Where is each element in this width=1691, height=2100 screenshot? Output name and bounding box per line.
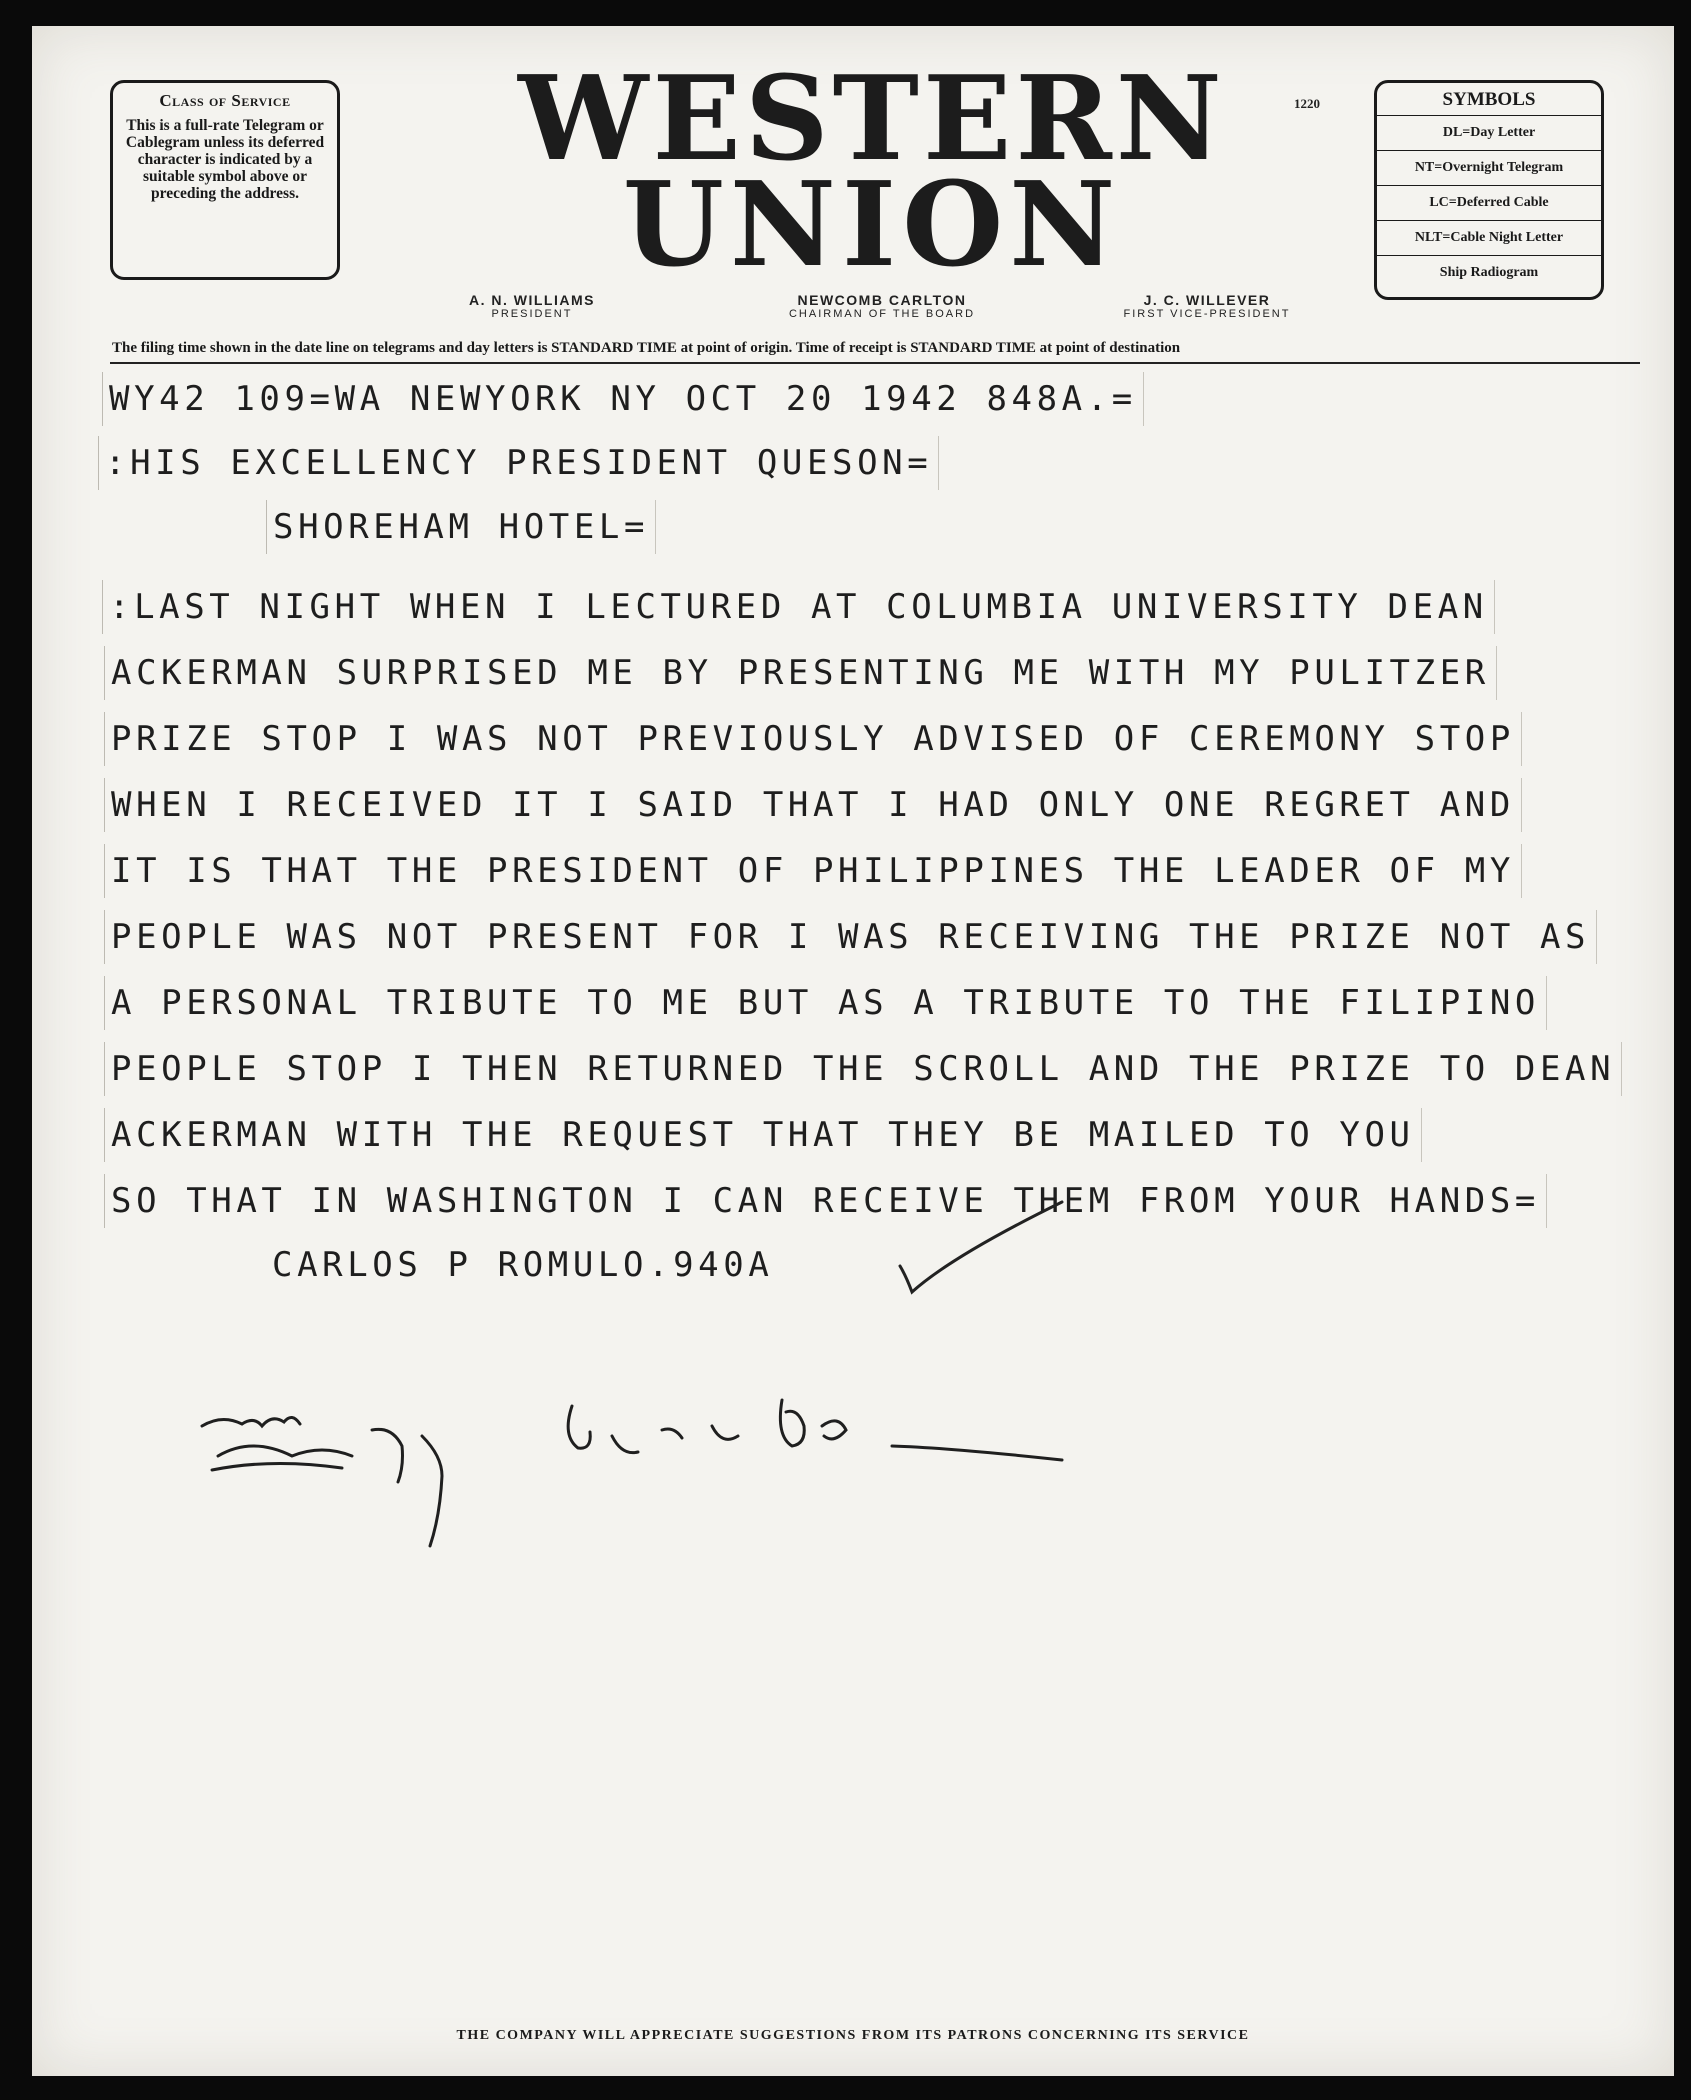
officer-role: CHAIRMAN OF THE BOARD [788,308,976,320]
officer-name: A. N. WILLIAMS [469,292,595,308]
form-number: 1220 [1294,96,1320,111]
message-line: ACKERMAN SURPRISED ME BY PRESENTING ME WITH MY PULITZER [104,646,1497,700]
officer-vice-president [1082,292,1332,320]
officer-chairman [732,292,1032,320]
symbol-day-letter: DL=Day Letter [1377,115,1601,150]
address-strip: SHOREHAM HOTEL= [266,500,656,554]
symbol-overnight-telegram: NT=Overnight Telegram [1377,150,1601,185]
handwritten-signature-icon [192,1386,1092,1566]
filing-time-note: The filing time shown in the date line on telegrams and day letters is STANDARD TIME at point of origin. Time of receipt is STANDARD TIME at point of destination [112,340,1181,356]
message-line: WHEN I RECEIVED IT I SAID THAT I HAD ONLY ONE REGRET AND [104,778,1522,832]
officer-role: FIRST VICE-PRESIDENT [1123,308,1291,320]
symbols-box [1374,80,1604,300]
footer-note: THE COMPANY WILL APPRECIATE SUGGESTIONS FROM ITS PATRONS CONCERNING ITS SERVICE [456,2028,1250,2043]
logo-line-union: UNION [622,157,1122,293]
sender-line: CARLOS P ROMULO.940A [272,1245,774,1285]
addressee-strip: :HIS EXCELLENCY PRESIDENT QUESON= [98,436,939,490]
message-line: :LAST NIGHT WHEN I LECTURED AT COLUMBIA UNIVERSITY DEAN [102,580,1495,634]
officer-name: NEWCOMB CARLTON [797,292,967,308]
message-line: A PERSONAL TRIBUTE TO ME BUT AS A TRIBUTE TO THE FILIPINO [104,976,1547,1030]
symbol-cable-night-letter: NLT=Cable Night Letter [1377,220,1601,255]
officer-president [412,292,652,320]
class-of-service-box [110,80,340,280]
symbols-title: SYMBOLS [1442,89,1536,110]
class-of-service-title: Class of Service [159,91,291,110]
symbol-deferred-cable: LC=Deferred Cable [1377,185,1601,220]
logo-line-western: WESTERN [518,51,1226,187]
officer-name: J. C. WILLEVER [1143,292,1271,308]
header-rule [110,362,1640,364]
message-line: PEOPLE STOP I THEN RETURNED THE SCROLL AND THE PRIZE TO DEAN [104,1042,1622,1096]
checkmark-icon [892,1196,1072,1306]
telegram-sheet [32,26,1674,2076]
message-line: ACKERMAN WITH THE REQUEST THAT THEY BE MAILED TO YOU [104,1108,1422,1162]
symbol-ship-radiogram: Ship Radiogram [1377,255,1601,290]
message-line: PEOPLE WAS NOT PRESENT FOR I WAS RECEIVING THE PRIZE NOT AS [104,910,1597,964]
message-line: SO THAT IN WASHINGTON I CAN RECEIVE THEM FROM YOUR HANDS= [104,1174,1547,1228]
message-line: IT IS THAT THE PRESIDENT OF PHILIPPINES THE LEADER OF MY [104,844,1522,898]
message-line: PRIZE STOP I WAS NOT PREVIOUSLY ADVISED OF CEREMONY STOP [104,712,1522,766]
western-union-logo [502,51,1242,293]
dateline-strip: WY42 109=WA NEWYORK NY OCT 20 1942 848A.= [102,372,1144,426]
officer-role: PRESIDENT [491,308,573,320]
class-of-service-text: This is a full-rate Telegram or Cablegram unless its deferred character is indicated by a suitable symbol above or preceding the address. [125,117,325,202]
